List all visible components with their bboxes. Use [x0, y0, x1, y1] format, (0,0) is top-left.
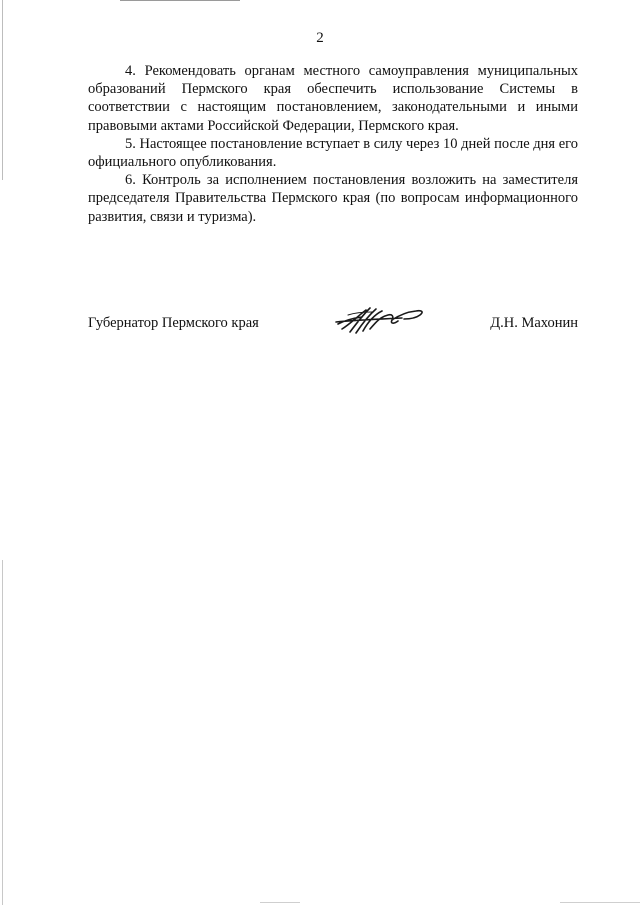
page-number: 2 — [316, 30, 324, 46]
scan-edge-top — [120, 0, 240, 1]
paragraph-4: 4. Рекомендовать органам местного самоуправления муниципальных образований Пермского края обеспечить использование Системы в соответствии с настоящим постановлением, законодательными и иными правовыми актами Российской Федерации, Пермского края. — [88, 63, 578, 134]
document-body — [88, 62, 578, 226]
signature-block — [88, 302, 578, 342]
scan-edge-bottom — [260, 902, 640, 903]
paragraph-5: 5. Настоящее постановление вступает в силу через 10 дней после дня его официального опубликования. — [88, 135, 578, 171]
paragraph-6: 6. Контроль за исполнением постановления возложить на заместителя председателя Правительства Пермского края (по вопросам информационного развития, связи и туризма). — [88, 172, 578, 225]
handwritten-signature — [332, 302, 428, 338]
scan-edge-left — [2, 0, 3, 905]
signatory-name: Д.Н. Махонин — [490, 315, 578, 331]
signatory-title: Губернатор Пермского края — [88, 315, 259, 331]
